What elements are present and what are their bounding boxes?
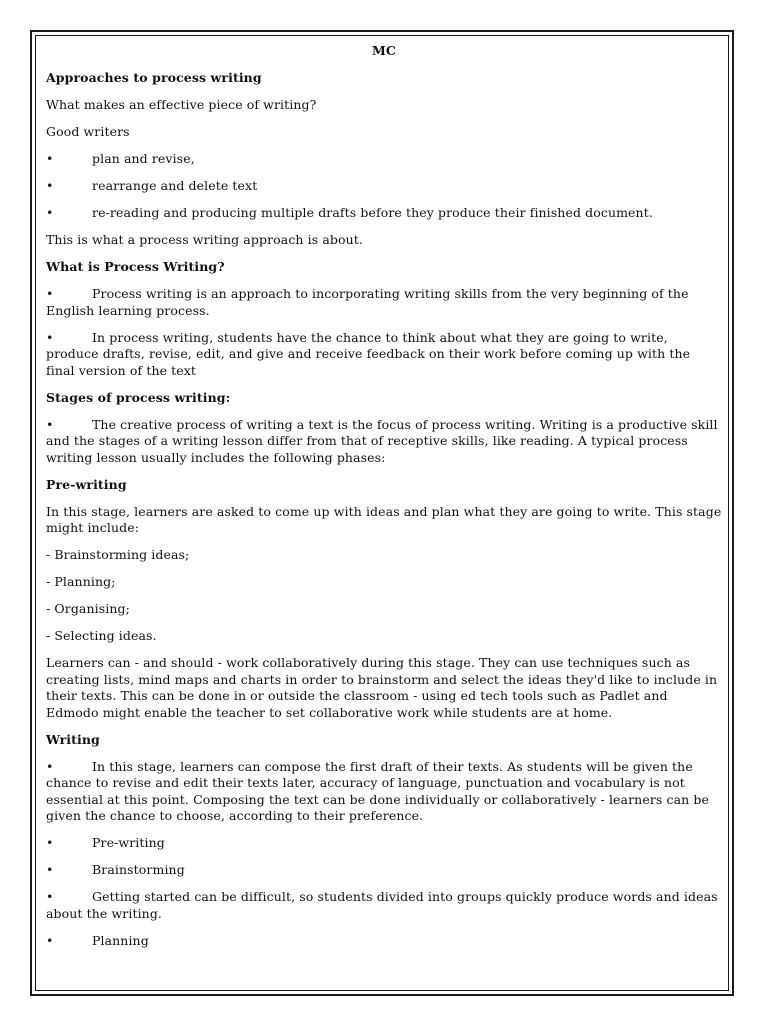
list-line: - Organising;	[46, 601, 130, 616]
section-heading: Pre-writing	[46, 476, 127, 492]
bullet-item	[46, 205, 722, 222]
bullet-text: Pre-writing	[92, 835, 165, 850]
bullet-text: In process writing, students have the chance to think about what they are going to write, produce drafts, revise, edit, and give and receive feedback on their work before coming up with the final version of the text	[46, 329, 691, 378]
page-header-label: MC	[372, 43, 396, 58]
bullet-text: plan and revise,	[92, 151, 195, 166]
bullet-icon: •	[46, 205, 54, 220]
bullet-text: Brainstorming	[92, 862, 185, 877]
bullet-item	[46, 759, 722, 825]
list-line: - Brainstorming ideas;	[46, 547, 190, 562]
bullet-icon: •	[46, 416, 54, 432]
bullet-icon: •	[46, 151, 54, 166]
bullet-text: Getting started can be difficult, so students divided into groups quickly produce words and ideas about the writing.	[46, 889, 718, 921]
bullet-text: The creative process of writing a text is the focus of process writing. Writing is a productive skill and the stages of a writing lesson differ from that of receptive skills, like reading. A typical process writing lesson usually includes the following phases:	[46, 416, 718, 465]
bullet-item	[46, 178, 722, 195]
paragraph: Good writers	[46, 124, 130, 139]
bullet-text: In this stage, learners can compose the first draft of their texts. As students will be given the chance to revise and edit their texts later, accuracy of language, punctuation and vocabulary is not essential at this point. Composing the text can be done individually or collaboratively - learners can be given the chance to choose, according to their preference.	[46, 758, 709, 823]
bullet-icon: •	[46, 932, 54, 948]
paragraph: In this stage, learners are asked to come up with ideas and plan what they are going to write. This stage might include:	[46, 503, 722, 535]
paragraph: What makes an effective piece of writing?	[46, 97, 317, 112]
bullet-icon: •	[46, 835, 54, 850]
bullet-item	[46, 151, 722, 168]
document-body	[46, 43, 722, 960]
paragraph: This is what a process writing approach is about.	[46, 232, 363, 247]
bullet-item	[46, 330, 722, 380]
bullet-text: Process writing is an approach to incorporating writing skills from the very beginning of the English learning process.	[46, 286, 689, 318]
section-heading: Writing	[46, 731, 100, 747]
section-heading: Approaches to process writing	[46, 70, 262, 85]
section-heading: What is Process Writing?	[46, 259, 225, 274]
bullet-item	[46, 862, 722, 879]
list-line: - Selecting ideas.	[46, 628, 157, 643]
bullet-item	[46, 889, 722, 922]
bullet-item	[46, 417, 722, 467]
bullet-text: Planning	[92, 932, 149, 948]
bullet-icon: •	[46, 178, 54, 193]
paragraph: Learners can - and should - work collaboratively during this stage. They can use techniques such as creating lists, mind maps and charts in order to brainstorm and select the ideas they'd like to include in their texts. This can be done in or outside the classroom - using ed tech tools such as Padlet and Edmodo might enable the teacher to set collaborative work while students are at home.	[46, 655, 718, 720]
bullet-item	[46, 286, 722, 319]
bullet-item	[46, 933, 722, 950]
list-line: - Planning;	[46, 574, 116, 589]
bullet-icon: •	[46, 286, 54, 301]
bullet-icon: •	[46, 329, 54, 345]
bullet-icon: •	[46, 758, 54, 774]
bullet-text: re-reading and producing multiple drafts before they produce their finished document.	[92, 205, 653, 220]
bullet-icon: •	[46, 862, 54, 877]
section-heading: Stages of process writing:	[46, 389, 231, 405]
bullet-text: rearrange and delete text	[92, 178, 258, 193]
bullet-item	[46, 835, 722, 852]
bullet-icon: •	[46, 889, 54, 904]
